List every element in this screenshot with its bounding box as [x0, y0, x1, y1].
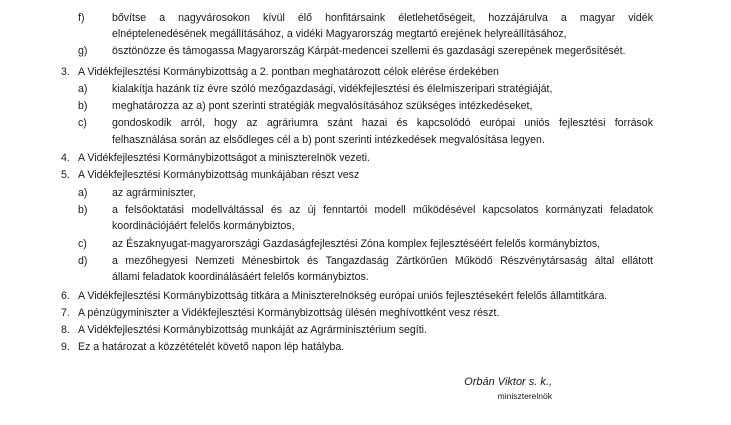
item-letter: g): [78, 45, 88, 57]
section-number: 5.: [61, 169, 70, 181]
item-letter: d): [78, 255, 88, 267]
section-number: 3.: [61, 66, 70, 78]
item-text-line: meghatározza az a) pont szerinti stratégiák megvalósításához szükséges intézkedéseket,: [112, 100, 533, 112]
item-text-line: állami feladatok koordinálásáért felelős kormánybiztos.: [112, 271, 369, 283]
section-number: 7.: [61, 307, 70, 319]
item-letter: a): [78, 83, 88, 95]
item-text-line: koordinációjáért felelős kormánybiztos,: [112, 220, 295, 232]
section-text: A Vidékfejlesztési Kormánybizottságot a miniszterelnök vezeti.: [78, 152, 370, 164]
section-text: A Vidékfejlesztési Kormánybizottság munkájában részt vesz: [78, 169, 360, 181]
item-letter: c): [78, 117, 87, 129]
item-text-line: a felsőoktatási modellváltással és az új fenntartói modell működésével kapcsolatos kormányzati feladatok: [112, 204, 653, 216]
item-text-line: kialakítja hazánk tíz évre szóló mezőgazdasági, vidékfejlesztési és élelmiszeripari stratégiáját,: [112, 83, 553, 95]
item-letter: b): [78, 100, 88, 112]
section-text: A Vidékfejlesztési Kormánybizottság munkáját az Agrárminisztérium segíti.: [78, 324, 427, 336]
item-letter: a): [78, 187, 88, 199]
item-text-line: az Északnyugat-magyarországi Gazdaságfejlesztési Zóna komplex fejlesztéséért felelős kormánybiztos,: [112, 238, 601, 250]
item-letter: b): [78, 204, 88, 216]
item-letter: c): [78, 238, 87, 250]
item-text-line: a mezőhegyesi Nemzeti Ménesbirtok és Tangazdaság Zártkörűen Működő Részvénytársaság által ellátott: [112, 255, 653, 267]
section-text: Ez a határozat a közzétételét követő napon lép hatályba.: [78, 341, 345, 353]
section-number: 4.: [61, 152, 70, 164]
section-number: 8.: [61, 324, 70, 336]
section-text: A Vidékfejlesztési Kormánybizottság a 2. pontban meghatározott célok elérése érdekében: [78, 66, 499, 78]
section-number: 6.: [61, 290, 70, 302]
signature-name: Orbán Viktor s. k.,: [464, 376, 552, 388]
item-text-line: ösztönözze és támogassa Magyarország Kárpát-medencei szellemi és gazdasági szerepének megerősítését.: [112, 45, 626, 57]
signature-title: miniszterelnök: [497, 391, 552, 401]
item-letter: f): [78, 12, 85, 24]
section-number: 9.: [61, 341, 70, 353]
item-text-line: felhasználása során az elsődleges cél a b) pont szerinti intézkedések megvalósítása legyen.: [112, 134, 545, 146]
item-text-line: elnéptelenedésének megállításához, a vidéki Magyarország megtartó erejének helyreállításához,: [112, 28, 567, 40]
item-text-line: gondoskodik arról, hogy az agráriumra szánt hazai és kapcsolódó európai uniós fejlesztési források: [112, 117, 653, 129]
item-text-line: bővítse a nagyvárosokon kívül élő honfitársaink életlehetőségeit, hozzájárulva a magyar vidék: [112, 12, 653, 24]
item-text-line: az agrárminiszter,: [112, 187, 196, 199]
section-text: A pénzügyminiszter a Vidékfejlesztési Kormánybizottság ülésén meghívottként vesz részt.: [78, 307, 500, 319]
section-text: A Vidékfejlesztési Kormánybizottság titkára a Miniszterelnökség európai uniós fejlesztésekért felelős államtitkára.: [78, 290, 608, 302]
